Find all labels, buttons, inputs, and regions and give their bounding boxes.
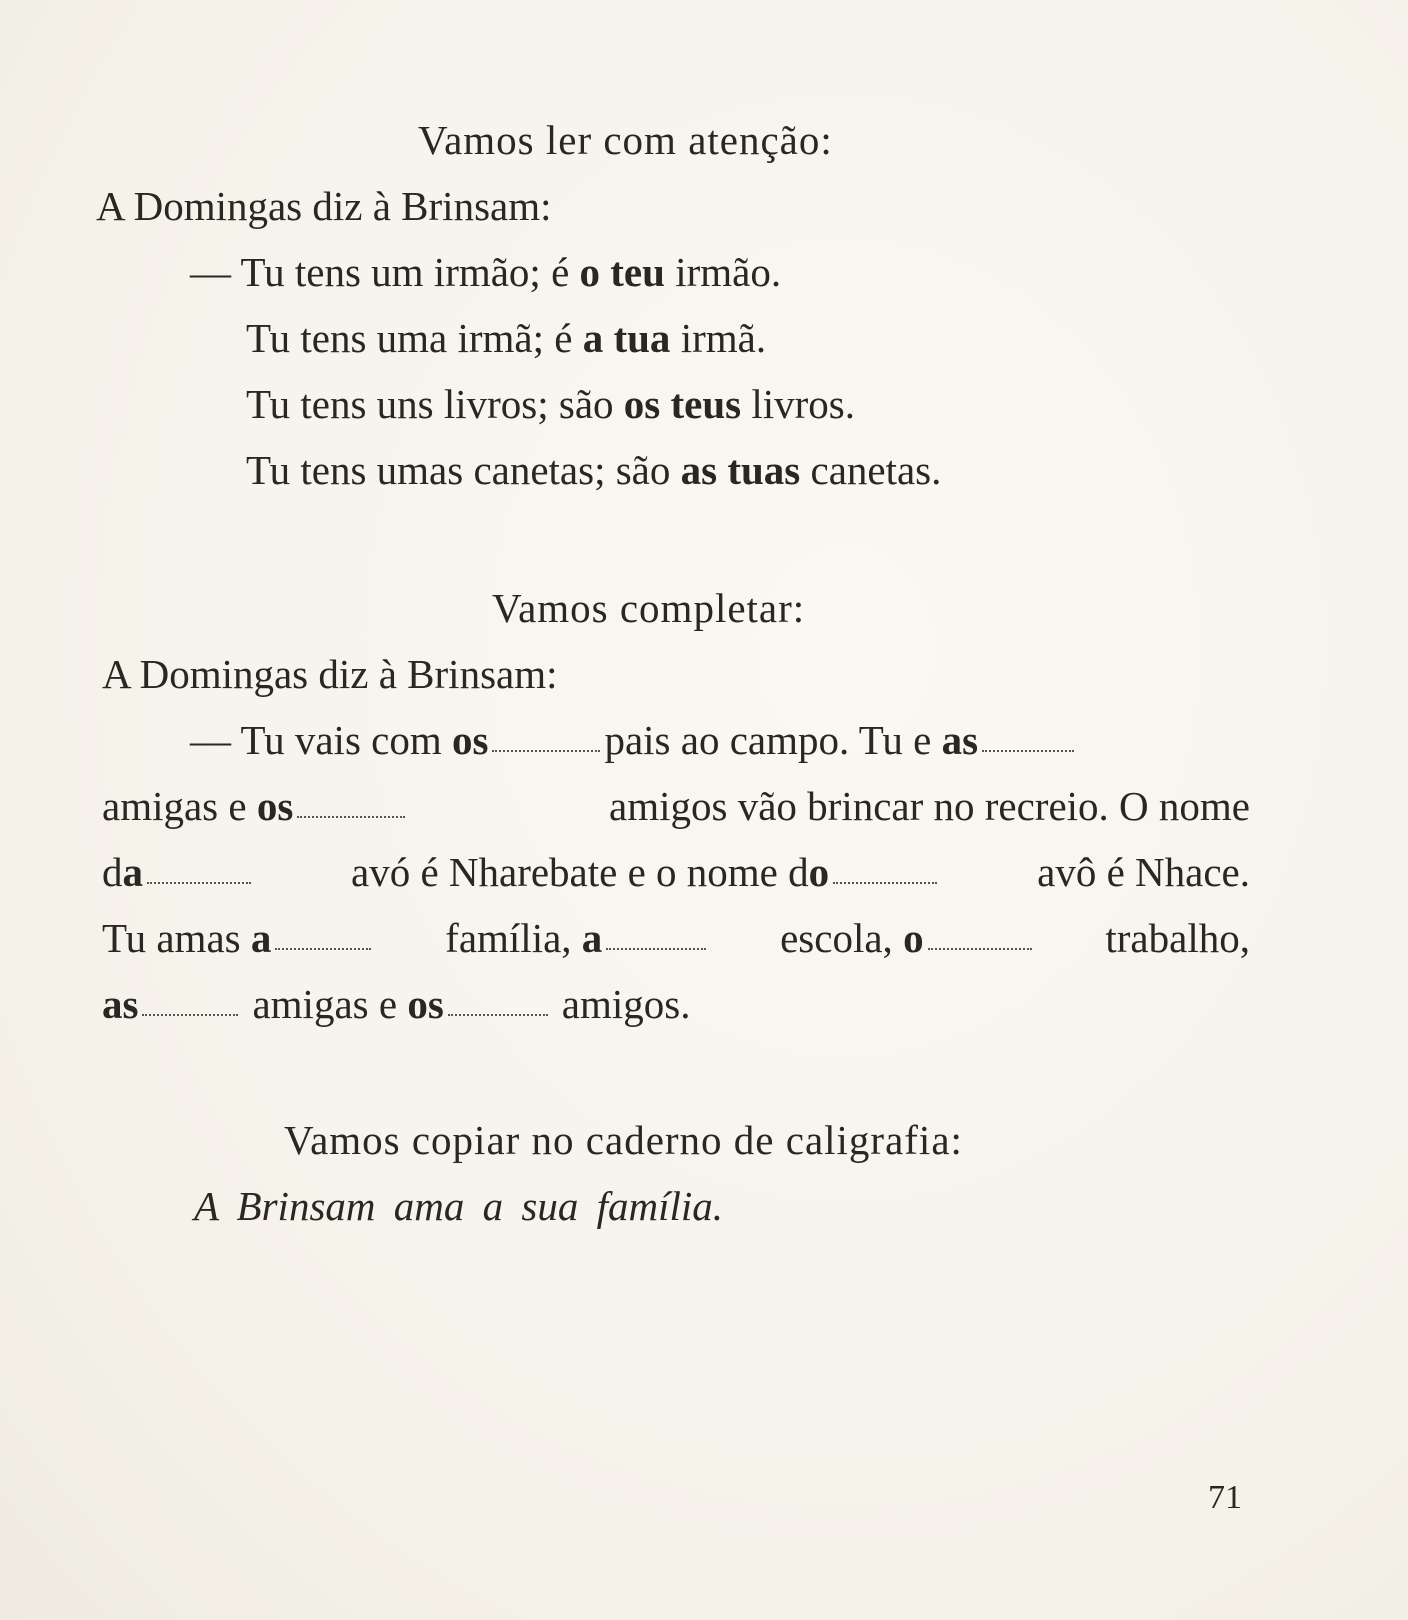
- line-text: escola,: [780, 915, 904, 961]
- section-heading-copy: [284, 1114, 963, 1166]
- exercise-line-4: [102, 912, 1250, 964]
- line-text: pais ao campo. Tu e: [604, 717, 942, 763]
- article-bold: as: [102, 981, 139, 1027]
- section-heading-complete: [492, 582, 805, 634]
- segment: [102, 846, 255, 898]
- article-bold: o: [903, 915, 924, 961]
- possessive-bold: as tuas: [680, 447, 801, 493]
- possessive-bold: a tua: [582, 315, 671, 361]
- article-bold: os: [256, 783, 294, 829]
- line-text: d: [102, 849, 123, 895]
- exercise-line-3: [102, 846, 1250, 898]
- heading-text: Vamos completar:: [492, 585, 806, 631]
- segment: [780, 912, 1035, 964]
- article-bold: os: [407, 981, 444, 1027]
- heading-text: Vamos copiar no caderno de caligrafia:: [284, 1117, 963, 1163]
- line-text: Tu amas: [102, 915, 251, 961]
- article-bold: a: [581, 915, 603, 961]
- segment: [102, 780, 409, 832]
- line-text: amigas e: [102, 783, 257, 829]
- exercise-line-5: [102, 978, 690, 1030]
- fill-blank[interactable]: [928, 948, 1032, 950]
- page-number-text: 71: [1208, 1479, 1242, 1516]
- line-text: Tu tens uma irmã; é: [246, 315, 583, 361]
- line-text: irmão.: [664, 249, 782, 295]
- line-text: Tu tens uns livros; são: [246, 381, 624, 427]
- possessive-bold: os teus: [623, 381, 742, 427]
- line-text: amigas e: [252, 981, 408, 1027]
- example-line-1: [190, 246, 781, 298]
- line-text: — Tu vais com: [190, 717, 452, 763]
- fill-blank[interactable]: [147, 882, 251, 884]
- line-text: trabalho,: [1105, 915, 1250, 961]
- line-text: avô é Nhace.: [1037, 849, 1250, 895]
- article-bold: os: [452, 717, 489, 763]
- segment: [351, 846, 941, 898]
- article-bold: a: [122, 849, 143, 895]
- heading-text: Vamos ler com atenção:: [418, 117, 833, 163]
- fill-blank[interactable]: [492, 750, 600, 752]
- fill-blank[interactable]: [297, 816, 405, 818]
- article-bold: as: [941, 717, 979, 763]
- segment: [102, 912, 375, 964]
- segment: [445, 912, 710, 964]
- line-text: Tu tens umas canetas; são: [246, 447, 681, 493]
- line-text: avó é Nharebate e o nome d: [351, 849, 809, 895]
- fill-blank[interactable]: [142, 1014, 238, 1016]
- fill-blank[interactable]: [448, 1014, 548, 1016]
- line-text: irmã.: [670, 315, 767, 361]
- fill-blank[interactable]: [833, 882, 937, 884]
- line-text: canetas.: [800, 447, 942, 493]
- copy-sentence: [194, 1180, 723, 1232]
- sentence-text: A Brinsam ama a sua família.: [194, 1183, 723, 1229]
- possessive-bold: o teu: [579, 249, 665, 295]
- dialogue-intro-2: [102, 648, 558, 700]
- article-bold: o: [808, 849, 830, 895]
- dialogue-intro: [96, 180, 552, 232]
- fill-blank[interactable]: [982, 750, 1074, 752]
- article-bold: a: [250, 915, 272, 961]
- line-text: amigos vão brincar no recreio. O nome: [609, 783, 1250, 829]
- exercise-line-1: [190, 714, 1078, 766]
- example-line-4: [246, 444, 941, 496]
- example-line-3: [246, 378, 855, 430]
- example-line-2: [246, 312, 766, 364]
- line-text: família,: [445, 915, 582, 961]
- intro-text: A Domingas diz à Brinsam:: [102, 651, 558, 697]
- line-text: amigos.: [561, 981, 691, 1027]
- exercise-line-2: [102, 780, 1250, 832]
- line-text: livros.: [741, 381, 856, 427]
- page-number: [1208, 1478, 1242, 1518]
- section-heading-read: [418, 114, 833, 166]
- line-text: — Tu tens um irmão; é: [190, 249, 580, 295]
- fill-blank[interactable]: [606, 948, 706, 950]
- fill-blank[interactable]: [275, 948, 371, 950]
- intro-text: A Domingas diz à Brinsam:: [96, 183, 552, 229]
